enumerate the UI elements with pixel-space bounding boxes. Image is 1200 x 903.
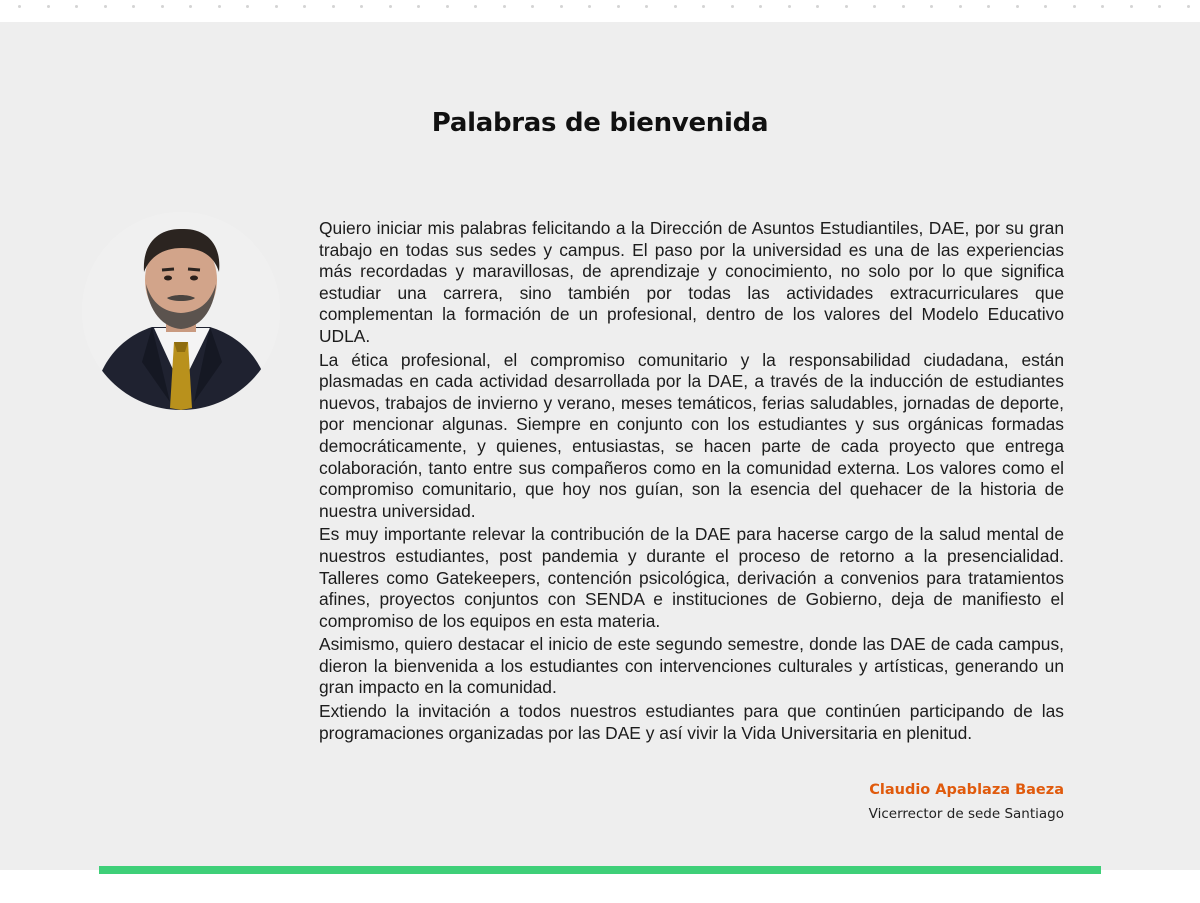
portrait-illustration <box>82 212 280 410</box>
dot <box>674 5 677 8</box>
dot <box>75 5 78 8</box>
footer-accent-bar <box>99 866 1101 874</box>
signature-block <box>869 782 1064 822</box>
paragraph-5: Extiendo la invitación a todos nuestros estudiantes para que continúen participando de las programaciones organizadas por las DAE y así vivir la Vida Universitaria en plenitud. <box>319 701 1064 743</box>
dot <box>332 5 335 8</box>
dot <box>845 5 848 8</box>
dot <box>816 5 819 8</box>
dot <box>446 5 449 8</box>
dot <box>788 5 791 8</box>
dot <box>1073 5 1076 8</box>
dot <box>873 5 876 8</box>
welcome-message <box>319 218 1064 746</box>
dot <box>474 5 477 8</box>
dot <box>389 5 392 8</box>
signature-name: Claudio Apablaza Baeza <box>869 782 1064 798</box>
dot <box>246 5 249 8</box>
dot <box>18 5 21 8</box>
dot <box>645 5 648 8</box>
dot <box>132 5 135 8</box>
paragraph-2: La ética profesional, el compromiso comunitario y la responsabilidad ciudadana, están plasmadas en cada actividad desarrollada por la DAE, a través de la inducción de estudiantes nuevos, trabajos de invierno y verano, meses temáticos, ferias saludables, jornadas de deporte, por mencionar algunas. Siempre en conjunto con los estudiantes y sus orgánicas formadas democráticamente, y quienes, entusiastas, se hacen parte de cada proyecto que entrega colaboración, tanto entre sus compañeros como en la comunidad externa. Los valores como el compromiso comunitario, que hoy nos guían, son la esencia del quehacer de la historia de nuestra universidad. <box>319 349 1064 521</box>
dot <box>731 5 734 8</box>
paragraph-4: Asimismo, quiero destacar el inicio de este segundo semestre, donde las DAE de cada campus, dieron la bienvenida a los estudiantes con intervenciones culturales y artísticas, generando un gran impacto en la comunidad. <box>319 634 1064 698</box>
dot <box>1101 5 1104 8</box>
dot <box>930 5 933 8</box>
signature-role: Vicerrector de sede Santiago <box>868 806 1064 822</box>
dotted-border-top <box>0 0 1200 22</box>
dot <box>902 5 905 8</box>
dot <box>417 5 420 8</box>
paragraph-3: Es muy importante relevar la contribución de la DAE para hacerse cargo de la salud mental de nuestros estudiantes, post pandemia y durante el proceso de retorno a la presencialidad. Talleres como Gatekeepers, contención psicológica, derivación a convenios para tratamientos afines, proyectos conjuntos con SENDA e instituciones de Gobierno, deja de manifiesto el compromiso de los equipos en esta materia. <box>319 524 1064 631</box>
dot <box>161 5 164 8</box>
dot <box>1158 5 1161 8</box>
dot <box>531 5 534 8</box>
dot <box>275 5 278 8</box>
dot <box>560 5 563 8</box>
dot <box>503 5 506 8</box>
dot <box>759 5 762 8</box>
dot <box>104 5 107 8</box>
dot <box>1187 5 1190 8</box>
dot <box>1044 5 1047 8</box>
page-title: Palabras de bienvenida <box>431 108 769 138</box>
dot <box>1130 5 1133 8</box>
dot <box>218 5 221 8</box>
dot <box>987 5 990 8</box>
dot <box>702 5 705 8</box>
dot <box>47 5 50 8</box>
dot <box>303 5 306 8</box>
dot <box>588 5 591 8</box>
dot <box>189 5 192 8</box>
dot <box>617 5 620 8</box>
dot <box>360 5 363 8</box>
paragraph-1: Quiero iniciar mis palabras felicitando a la Dirección de Asuntos Estudiantiles, DAE, por su gran trabajo en todas sus sedes y campus. El paso por la universidad es una de las experiencias más recordadas y maravillosas, de aprendizaje y conocimiento, no solo por lo que significa estudiar una carrera, sino también por todas las actividades extracurriculares que complementan la formación de un profesional, dentro de los valores del Modelo Educativo UDLA. <box>319 218 1064 346</box>
portrait-photo <box>82 212 280 410</box>
dot <box>959 5 962 8</box>
dot <box>1016 5 1019 8</box>
